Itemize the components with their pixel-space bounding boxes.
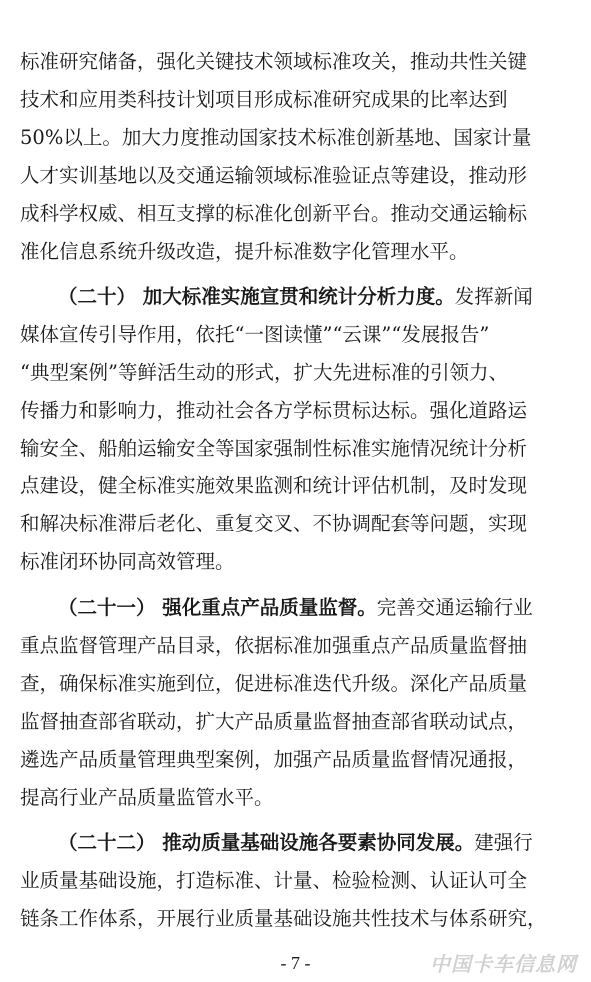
body-text: 准化信息系统升级改造，提升标准数字化管理水平。	[20, 240, 469, 263]
body-text: 传播力和影响力，推动社会各方学标贯标达标。强化道路运	[20, 399, 528, 422]
text-line	[20, 238, 572, 266]
text-line	[58, 829, 572, 857]
text-line	[20, 435, 572, 463]
section-heading: （二十一） 强化重点产品质量监督。	[58, 596, 377, 619]
body-text: 技术和应用类科技计划项目形成标准研究成果的比率达到	[20, 88, 508, 111]
text-line	[20, 548, 572, 576]
body-text: 遴选产品质量管理典型案例，加强产品质量监督情况通报，	[20, 748, 528, 771]
body-text: 媒体宣传引导作用，依托“一图读懂”“云课”“发展报告”	[20, 323, 490, 346]
body-text: 提高行业产品质量监管水平。	[20, 786, 274, 809]
text-line	[20, 472, 572, 500]
body-text: 点建设，健全标准实施效果监测和统计评估机制，及时发现	[20, 474, 528, 497]
body-text: 重点监督管理产品目录，依据标准加强重点产品质量监督抽	[20, 634, 528, 657]
text-line	[20, 200, 572, 228]
body-text: 监督抽查部省联动，扩大产品质量监督抽查部省联动试点，	[20, 710, 528, 733]
text-line	[20, 48, 572, 76]
body-text: 标准闭环协同高效管理。	[20, 550, 235, 573]
text-line	[20, 124, 572, 152]
text-line	[20, 905, 572, 933]
text-line	[20, 632, 572, 660]
body-text: 和解决标准滞后老化、重复交叉、不协调配套等问题，实现	[20, 512, 528, 535]
section-heading: （二十） 加大标准实施宣贯和统计分析力度。	[58, 285, 455, 308]
text-line	[20, 510, 572, 538]
body-text: 输安全、船舶运输安全等国家强制性标准实施情况统计分析	[20, 437, 528, 460]
text-line	[20, 708, 572, 736]
text-line	[20, 670, 572, 698]
text-line	[58, 283, 572, 311]
text-line	[20, 746, 572, 774]
body-text: 发挥新闻	[454, 285, 533, 308]
text-line	[20, 359, 572, 387]
body-text: 业质量基础设施，打造标准、计量、检验检测、认证认可全	[20, 869, 528, 892]
text-line	[20, 86, 572, 114]
section-heading: （二十二） 推动质量基础设施各要素协同发展。	[58, 831, 475, 854]
text-line	[20, 321, 572, 349]
text-line	[20, 162, 572, 190]
text-line	[20, 867, 572, 895]
body-text: 人才实训基地以及交通运输领域标准验证点等建设，推动形	[20, 164, 528, 187]
page-number: - 7 -	[280, 953, 311, 973]
body-text: 建强行	[474, 831, 533, 854]
body-text: 成科学权威、相互支撑的标准化创新平台。推动交通运输标	[20, 202, 528, 225]
watermark-logo: 中国卡车信息网	[430, 952, 577, 976]
text-line	[20, 397, 572, 425]
body-text: 查，确保标准实施到位，促进标准迭代升级。深化产品质量	[20, 672, 528, 695]
text-line	[58, 594, 572, 622]
text-line	[20, 784, 572, 812]
body-text: 完善交通运输行业	[376, 596, 533, 619]
body-text: 标准研究储备，强化关键技术领域标准攻关，推动共性关键	[20, 50, 528, 73]
body-text: “典型案例”等鲜活生动的形式，扩大先进标准的引领力、	[20, 361, 508, 384]
body-text: 链条工作体系，开展行业质量基础设施共性技术与体系研究，	[20, 907, 547, 930]
body-text: 50%以上。加大力度推动国家技术标准创新基地、国家计量	[20, 126, 532, 149]
